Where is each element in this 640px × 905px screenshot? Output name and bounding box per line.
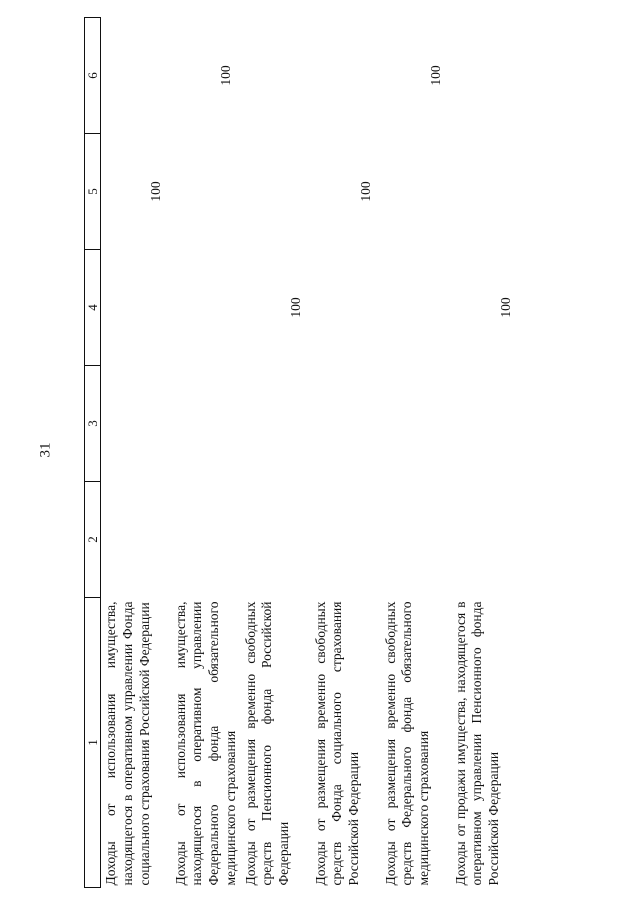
- row-value: [451, 134, 521, 250]
- column-header: 6: [85, 18, 101, 134]
- row-value: [101, 366, 171, 482]
- table-row: [381, 18, 451, 888]
- row-value: 100: [147, 181, 163, 202]
- row-value: [101, 18, 171, 134]
- table-row: [171, 18, 241, 888]
- table-row: [101, 18, 171, 888]
- row-value: [451, 18, 521, 134]
- row-value: [311, 366, 381, 482]
- row-value: [171, 482, 241, 598]
- row-value: [241, 366, 311, 482]
- row-value: [171, 250, 241, 366]
- row-value: [241, 18, 311, 134]
- row-description: Доходы от использования имущества, находящегося в оперативном управлении Фонда социального страхования Российской Федерации: [103, 601, 152, 886]
- row-value: 100: [217, 65, 233, 86]
- row-value: [451, 482, 521, 598]
- column-header: 1: [85, 598, 101, 888]
- column-header: 3: [85, 366, 101, 482]
- row-description: Доходы от размещения временно свободных средств Федерального фонда обязательного медицинского страхования: [382, 601, 432, 886]
- header-row: [85, 18, 101, 888]
- row-value: 100: [497, 297, 513, 318]
- row-value: [311, 482, 381, 598]
- row-value: 100: [287, 297, 303, 318]
- row-value: [311, 250, 381, 366]
- rotated-table-wrapper: [84, 18, 534, 888]
- row-value: [381, 250, 451, 366]
- row-value: [381, 482, 451, 598]
- row-value: [101, 250, 171, 366]
- row-value: 100: [357, 181, 373, 202]
- table-row: [451, 18, 521, 888]
- column-header: 5: [85, 134, 101, 250]
- budget-table: [84, 17, 521, 888]
- row-value: [241, 482, 311, 598]
- row-value: [311, 18, 381, 134]
- row-value: [381, 134, 451, 250]
- row-value: 100: [427, 65, 443, 86]
- row-description: Доходы от размещения временно свободных средств Фонда социального страхования Российской Федерации: [312, 601, 362, 886]
- row-description: Доходы от размещения временно свободных средств Пенсионного фонда Российской Федерации: [242, 601, 292, 886]
- page-number: 31: [37, 442, 54, 458]
- column-header: 2: [85, 482, 101, 598]
- row-value: [101, 482, 171, 598]
- row-description: Доходы от продажи имущества, находящегося в оперативном управлении Пенсионного фонда Российской Федерации: [452, 601, 502, 886]
- column-header: 4: [85, 250, 101, 366]
- row-value: [171, 134, 241, 250]
- row-value: [241, 134, 311, 250]
- row-value: [381, 366, 451, 482]
- table-row: [311, 18, 381, 888]
- table-row: [241, 18, 311, 888]
- row-value: [451, 366, 521, 482]
- row-description: Доходы от использования имущества, находящегося в оперативном управлении Федерального фонда обязательного медицинского страхования: [172, 601, 238, 886]
- row-value: [171, 366, 241, 482]
